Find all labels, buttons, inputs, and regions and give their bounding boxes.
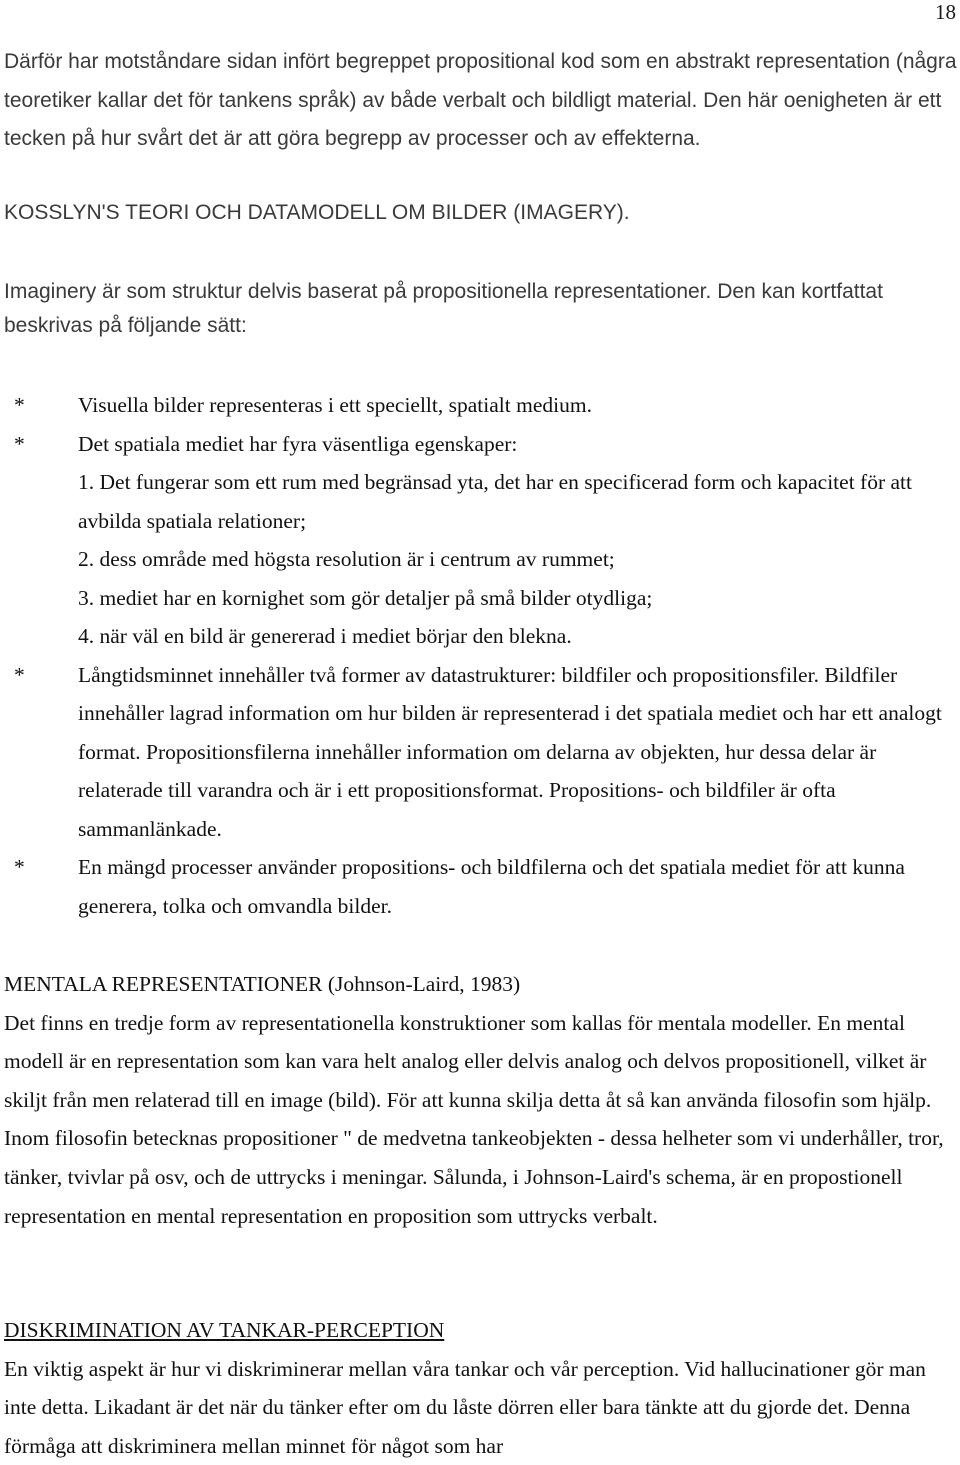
bullet-text: Visuella bilder representeras i ett speciellt, spatialt medium. <box>78 393 592 417</box>
diskriminering-paragraph: En viktig aspekt är hur vi diskriminerar mellan våra tankar och vår perception. Vid hallucinationer gör man inte detta. Likadant är det när du tänker efter om du låste dörren eller bara tänkte att du gjorde det. Denna förmåga att diskriminera mellan minnet för något som har <box>4 1356 926 1458</box>
intro-paragraph: Därför har motståndare sidan infört begreppet propositional kod som en abstrakt representation (några teoretiker kallar det för tankens språk) av både verbalt och bildligt material. Den här oenigheten är ett tecken på hur svårt det är att göra begrepp av processer och av effekterna. <box>4 50 957 150</box>
diskriminering-heading: DISKRIMINATION AV TANKAR-PERCEPTION <box>4 1318 445 1342</box>
bullet-text: Det spatiala mediet har fyra väsentliga egenskaper: <box>78 431 518 456</box>
mentala-heading: MENTALA REPRESENTATIONER (Johnson-Laird, 1983) <box>4 972 521 996</box>
property-item-2: 2. dess område med högsta resolution är i centrum av rummet; <box>78 547 615 571</box>
bullet-item <box>0 425 960 656</box>
mentala-section <box>4 965 959 1235</box>
bullet-marker: * <box>14 855 25 879</box>
property-item-1: 1. Det fungerar som ett rum med begränsad yta, det har en specificerad form och kapacitet för att avbilda spatiala relationer; <box>78 470 912 533</box>
property-item-3: 3. mediet har en kornighet som gör detaljer på små bilder otydliga; <box>78 585 653 610</box>
kosslyn-heading: KOSSLYN'S TEORI OCH DATAMODELL OM BILDER (IMAGERY). <box>4 201 630 224</box>
bullet-text: En mängd processer använder propositions- och bildfilerna och det spatiala mediet för att kunna generera, tolka och omvandla bilder. <box>78 855 905 918</box>
bullet-item <box>0 386 960 425</box>
bullet-item <box>0 656 960 849</box>
bullet-item <box>0 848 960 925</box>
diskriminering-section <box>4 1311 959 1465</box>
kosslyn-lead-paragraph: Imaginery är som struktur delvis baserat på propositionella representationer. Den kan kortfattat beskrivas på följande sätt: <box>4 280 883 337</box>
bullet-marker: * <box>14 393 25 417</box>
bullet-marker: * <box>14 431 25 456</box>
bullet-text: Långtidsminnet innehåller två former av datastrukturer: bildfiler och propositionsfiler. Bildfiler innehåller lagrad information om hur bilden är representerad i det spatiala mediet och har ett analogt format. Propositionsfilerna innehåller information om delarna av objekten, hur dessa delar är relaterade till varandra och är i ett propositionsformat. Propositions- och bildfiler är ofta sammanlänkade. <box>78 662 942 841</box>
bullet-marker: * <box>14 662 25 687</box>
mentala-paragraph: Det finns en tredje form av representationella konstruktioner som kallas för mentala modeller. En mental modell är en representation som kan vara helt analog eller delvis analog och delvos propositionell, vilket är skiljt från men relaterad till en image (bild). För att kunna skilja detta åt så kan använda filosofin som hjälp. Inom filosofin betecknas propositioner " de medvetna tankeobjekten - dessa helheter som vi underhåller, tror, tänker, tvivlar på osv, och de uttrycks i meningar. Sålunda, i Johnson-Laird's schema, är en propostionell representation en mental representation en proposition som uttrycks verbalt. <box>4 1010 944 1228</box>
page-number: 18 <box>935 0 956 24</box>
property-item-4: 4. när väl en bild är genererad i mediet börjar den blekna. <box>78 624 572 648</box>
kosslyn-bullet-list <box>0 386 960 925</box>
